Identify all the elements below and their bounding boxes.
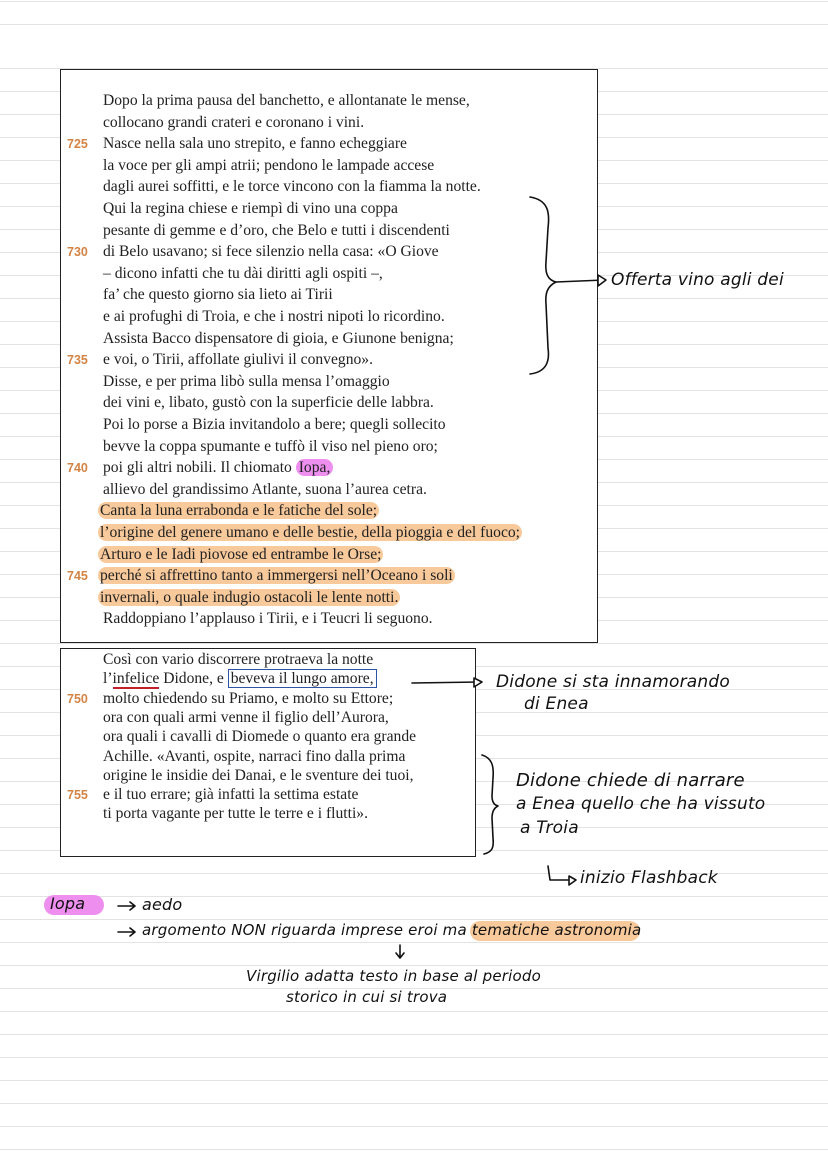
- highlight-astronomy-verse: Canta la luna errabonda e le fatiche del sole;: [100, 502, 378, 520]
- verse-text: Assista Bacco dispensatore di gioia, e Giunone benigna;: [103, 329, 454, 347]
- brace-offerta: [530, 197, 556, 374]
- verse-text: Nasce nella sala uno strepito, e fanno echeggiare: [103, 135, 407, 153]
- highlight-astronomy-verse: invernali, o quale indugio ostacoli le lente notti.: [100, 588, 399, 606]
- verse-text: bevve la coppa spumante e tuffò il viso nel pieno oro;: [103, 437, 438, 455]
- boxed-phrase-lungo-amore: beveva il lungo amore,: [228, 669, 377, 688]
- verse-text: fa’ che questo giorno sia lieto ai Tirii: [103, 286, 333, 304]
- highlight-astronomy-verse: l’origine del genere umano e delle bestie, della pioggia e del fuoco;: [100, 524, 521, 541]
- verse-text: Disse, e per prima libò sulla mensa l’omaggio: [103, 372, 390, 390]
- arrow-innamorando: [412, 682, 480, 683]
- verse-text: ora con quali armi venne il figlio dell’Aurora,: [103, 708, 389, 726]
- line-number: 750: [67, 691, 88, 706]
- line-number: 745: [67, 569, 88, 584]
- verse-text: Così con vario discorrere protraeva la notte: [103, 651, 374, 668]
- verse-text: poi gli altri nobili. Il chiomato: [103, 459, 296, 477]
- note-astronomia: tematiche astronomia: [471, 921, 642, 939]
- verse-text: di Belo usavano; si fece silenzio nella casa: «O Giove: [103, 243, 439, 261]
- verse-text: – dicono infatti che tu dài diritti agli ospiti –,: [103, 264, 383, 282]
- line-number: 755: [67, 788, 88, 803]
- verse-text: Poi lo porse a Bizia invitandolo a bere; quegli sollecito: [103, 416, 446, 433]
- note-aedo: aedo: [142, 895, 183, 914]
- verse-text: e voi, o Tirii, affollate giulivi il convegno».: [103, 351, 373, 369]
- verse-text: dei vini e, libato, gustò con la superficie delle labbra.: [103, 394, 434, 412]
- brace-chiede: [482, 755, 498, 854]
- verse-text: molto chiedendo su Priamo, e molto su Ettore;: [103, 689, 394, 707]
- verse-text: e ai profughi di Troia, e che i nostri nipoti lo ricordino.: [103, 308, 445, 325]
- line-number: 730: [67, 245, 88, 260]
- note-virgilio-2: storico in cui si trova: [286, 988, 448, 1006]
- arrow-aedo: [118, 902, 135, 910]
- verse-text: l’: [103, 670, 113, 687]
- note-innamorando-1: Didone si sta innamorando: [496, 672, 730, 692]
- verse-text: pesante di gemme e d’oro, che Belo e tutti i discendenti: [103, 221, 450, 239]
- verse-text: origine le insidie dei Danai, e le sventure dei tuoi,: [103, 766, 414, 784]
- line-number: 735: [67, 353, 88, 368]
- note-chiede-1: Didone chiede di narrare: [516, 770, 745, 791]
- note-chiede-3: a Troia: [520, 818, 579, 838]
- verse-text: la voce per gli ampi atrii; pendono le lampade accese: [103, 156, 435, 174]
- verse-text: Didone, e: [159, 670, 228, 687]
- note-chiede-2: a Enea quello che ha vissuto: [516, 794, 766, 814]
- note-flashback: inizio Flashback: [580, 868, 718, 888]
- highlight-iopa: Iopa,: [296, 459, 334, 476]
- note-argomento: [142, 921, 641, 939]
- note-argomento-text: argomento NON riguarda imprese eroi ma: [142, 921, 472, 939]
- note-iopa-label: Iopa: [50, 894, 86, 913]
- verse-text: Dopo la prima pausa del banchetto, e allontanate le mense,: [103, 92, 470, 109]
- verse-text: ora quali i cavalli di Diomede o quanto era grande: [103, 728, 417, 746]
- arrow-offerta: [556, 280, 604, 282]
- verse-text: ti porta vagante per tutte le terre e i flutti».: [103, 805, 368, 823]
- verse-text: collocano grandi crateri e coronano i vini.: [103, 113, 365, 131]
- note-innamorando-2: di Enea: [524, 694, 589, 714]
- underlined-word-infelice: infelice: [112, 670, 160, 687]
- verse-text: Raddoppiano l’applauso i Tirii, e i Teucri li seguono.: [103, 610, 433, 628]
- line-number: 740: [67, 461, 88, 476]
- line-number: 725: [67, 137, 88, 152]
- verse-text: e il tuo errare; già infatti la settima estate: [103, 786, 359, 804]
- note-offerta: Offerta vino agli dei: [611, 270, 784, 290]
- verse-text: Achille. «Avanti, ospite, narraci fino dalla prima: [103, 747, 406, 765]
- arrow-argomento: [118, 928, 135, 936]
- highlight-astronomy-verse: Arturo e le Iadi piovose ed entrambe le Orse;: [100, 545, 382, 563]
- note-virgilio-1: Virgilio adatta testo in base al periodo: [246, 967, 541, 985]
- arrow-down: [396, 945, 404, 958]
- verse-text: Qui la regina chiese e riempì di vino una coppa: [103, 200, 398, 217]
- highlight-astronomy-verse: perché si affrettino tanto a immergersi nell’Oceano i soli: [100, 567, 453, 585]
- verse-text: allievo del grandissimo Atlante, suona l’aurea cetra.: [103, 480, 427, 498]
- verse-text: dagli aurei soffitti, e le torce vincono con la fiamma la notte.: [103, 178, 481, 196]
